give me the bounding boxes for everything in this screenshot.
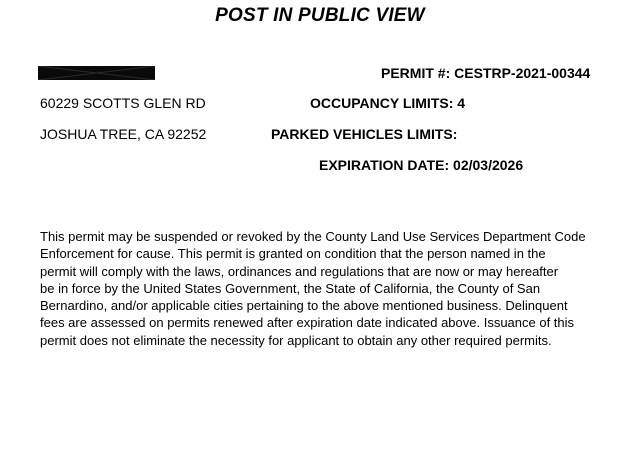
occupancy-limits-row	[310, 95, 465, 111]
address-line-2: JOSHUA TREE, CA 92252	[40, 126, 207, 142]
permit-notice-paragraph	[40, 228, 600, 349]
parked-vehicles-label: PARKED VEHICLES LIMITS:	[271, 126, 458, 142]
notice-line: This permit may be suspended or revoked by the County Land Use Services Department Code	[40, 229, 586, 244]
notice-line: fees are assessed on permits renewed after expiration date indicated above. Issuance of this	[40, 315, 575, 331]
address-line-1: 60229 SCOTTS GLEN RD	[40, 95, 206, 111]
permit-number-label: PERMIT #:	[381, 65, 451, 81]
expiration-date-label: EXPIRATION DATE:	[319, 157, 450, 173]
expiration-date-value: 02/03/2026	[453, 157, 524, 173]
notice-line: be in force by the United States Government, the State of California, the County of San	[40, 280, 541, 296]
permit-number-row	[381, 65, 590, 81]
notice-line: Enforcement for cause. This permit is granted on condition that the person named in the	[40, 246, 546, 262]
parked-vehicles-row	[271, 126, 457, 142]
notice-line: Bernardino, and/or applicable cities pertaining to the above mentioned business. Delinquent	[40, 298, 568, 314]
expiration-date-row	[319, 157, 523, 173]
redacted-name-block	[38, 66, 155, 80]
redaction-mark	[38, 66, 155, 80]
notice-line: permit will comply with the laws, ordinances and regulations that are now or may hereafter	[40, 263, 559, 279]
permit-number-value: CESTRP-2021-00344	[454, 65, 591, 81]
notice-line: permit does not eliminate the necessity for applicant to obtain any other required permits.	[40, 332, 552, 348]
page-title: POST IN PUBLIC VIEW	[215, 5, 425, 26]
occupancy-limits-label: OCCUPANCY LIMITS:	[310, 95, 454, 111]
occupancy-limits-value: 4	[457, 95, 466, 111]
